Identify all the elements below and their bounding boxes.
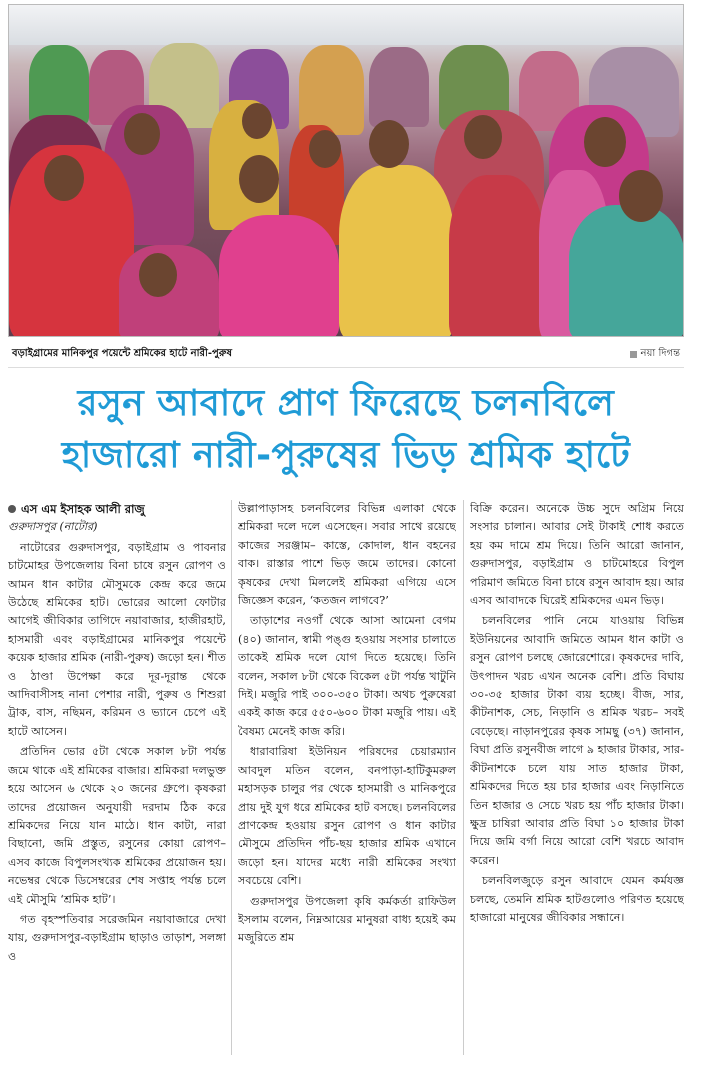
article-column-2 (238, 500, 456, 1060)
paragraph: গত বৃহস্পতিবার সরেজমিন নয়াবাজারে দেখা যায়, গুরুদাসপুর-বড়াইগ্রাম ছাড়াও তাড়াশ, সলঙ্গা ও (8, 912, 226, 963)
face (584, 117, 626, 167)
face (44, 155, 84, 201)
crowd-photo (8, 4, 684, 337)
photo-credit-text: নয়া দিগন্ত (640, 348, 680, 359)
paragraph: প্রতিদিন ভোর ৫টা থেকে সকাল ৮টা পর্যন্ত জমে থাকে এই শ্রমিকের বাজার। শ্রমিকরা দলভুক্ত হয়ে আসেন ৬ থেকে ২০ জনের গ্রুপে। কৃষকরা তাদের প্রয়োজন অনুযায়ী দরদাম ঠিক করে শ্রমিকদের নিয়ে যান মাঠে। ধান কাটা, নারা বিছানো, জমি প্রস্তুত, রসুনের কোয়া রোপণ– এসব কাজে বিপুলসংখ্যক শ্রমিকের প্রয়োজন হয়। নভেম্বর থেকে ডিসেম্বরের শেষ সপ্তাহ পর্যন্ত চলে এই মৌসুমি ‘শ্রমিক হাট’। (8, 745, 226, 906)
paragraph: চলনবিলজুড়ে রসুন আবাদে যেমন কর্মযজ্ঞ চলছে, তেমনি শ্রমিক হাটগুলোও পরিণত হয়েছে হাজারো মানুষের জীবিকার সন্ধানে। (470, 874, 684, 924)
bullet-icon (8, 505, 16, 513)
photo-sky (9, 5, 683, 45)
woman-red-saree-2 (449, 175, 544, 337)
byline (8, 500, 226, 518)
headline-line-1: রসুন আবাদে প্রাণ ফিরেছে চলনবিলে (77, 383, 615, 424)
headline-line-2: হাজারো নারী-পুরুষের ভিড় শ্রমিক হাটে (61, 435, 631, 476)
column-divider (231, 500, 232, 1055)
dateline: গুরুদাসপুর (নাটোর) (8, 520, 98, 534)
crowd-figure (369, 47, 429, 127)
face (619, 170, 663, 222)
face (242, 103, 272, 139)
crowd-figure (299, 45, 364, 135)
woman-yellow-saree (339, 165, 454, 337)
paragraph: বিক্রি করেন। অনেকে উচ্চ সুদে অগ্রিম নিয়ে সংসার চালান। আবার সেই টাকাই শোধ করতে হয় কম দামে শ্রম দিয়ে। তিনি আরো জানান, গুরুদাসপুর, বড়াইগ্রাম ও চাটমোহরে বিপুল পরিমাণ জমিতে বিনা চাষে রসুন আবাদ হয়। আর এসব আবাদকে ঘিরেই শ্রমিকদের এমন ভিড়। (470, 502, 684, 608)
headline (8, 378, 684, 482)
face (309, 130, 341, 168)
paragraph: উল্লাপাড়াসহ চলনবিলের বিভিন্ন এলাকা থেকে শ্রমিকরা দলে দলে এসেছেন। সবার সাথে রয়েছে কাজের সরঞ্জাম– কাস্তে, কোদাল, ধান বহনের বাক। রাস্তার পাশে ভিড় জমে তাদের। কোনো কৃষকের দেখা মিললেই শ্রমিকরা এগিয়ে এসে জিজ্ঞেস করেন, ‘কতজন লাগবে?’ (238, 502, 456, 608)
face (239, 155, 279, 203)
paragraph: গুরুদাসপুর উপজেলা কৃষি কর্মকর্তা রাফিউল ইসলাম বলেন, নিম্নআয়ের মানুষরা বাধ্য হয়েই কম মজুরিতে শ্রম (238, 894, 456, 945)
article-column-1 (8, 500, 226, 1060)
photo-credit (630, 346, 681, 363)
face (139, 253, 177, 297)
paragraph: চলনবিলের পানি নেমে যাওয়ায় বিভিন্ন ইউনিয়নের আবাদি জমিতে আমন ধান কাটা ও রসুন রোপণ চলছে জোরেশোরে। কৃষকদের দাবি, উৎপাদন খরচ এখন অনেক বেশি। প্রতি বিঘায় ৩০-৩৫ হাজার টাকা ব্যয় হচ্ছে। বীজ, সার, কীটনাশক, সেচ, নিড়ানি ও শ্রমিক খরচ– সবই বেড়েছে। নাড়ানপুরের কৃষক সামছু (৩৭) জানান, বিঘা প্রতি রসুনবীজ লাগে ৯ হাজার টাকার, সার-কীটনাশকে চলে যায় সাত হাজার টাকা, শ্রমিকদের দিতে হয় চার হাজার এবং নিড়ানিতে তিন হাজার ও সেচে খরচ হয় পাঁচ হাজার টাকা। ক্ষুদ্র চাষিরা আবার প্রতি বিঘা ১০ হাজার টাকা দিয়ে জমি বর্গা নিয়ে আরো বেশি খরচে আবাদ করেন। (470, 614, 684, 867)
woman-teal-saree (569, 205, 684, 337)
paragraph: ধারাবারিষা ইউনিয়ন পরিষদের চেয়ারম্যান আবদুল মতিন বলেন, বনপাড়া-হাটিকুমরুল মহাসড়ক চালুর পর থেকে হাসমারী ও মানিকপুরে প্রায় দুই যুগ ধরে শ্রমিকের হাট বসছে। চলনবিলের প্রাণকেন্দ্র হওয়ায় রসুন রোপণ ও ধান কাটার মৌসুমে প্রতিদিন পাঁচ-ছয় হাজার শ্রমিক এখানে জড়ো হন। যাদের মধ্যে নারী শ্রমিকের সংখ্যা সবচেয়ে বেশি। (238, 745, 456, 888)
paragraph: নাটোরের গুরুদাসপুর, বড়াইগ্রাম ও পাবনার চাটমোহর উপজেলায় বিনা চাষে রসুন রোপণ ও আমন ধান কাটার মৌসুমকে কেন্দ্র করে জমে উঠেছে শ্রমিকের হাট। ভোরের আলো ফোটার আগেই জীবিকার তাগিদে নয়াবাজার, হাজীরহাট, হাসমারী এবং বড়াইগ্রামের মানিকপুর পয়েন্টে কয়েক হাজার শ্রমিক (নারী-পুরুষ) জড়ো হন। শীত ও ঠাণ্ডা উপেক্ষা করে দূর-দূরান্ত থেকে আদিবাসীসহ নানা পেশার নারী, পুরুষ ও শিশুরা ট্রাক, বাস, নছিমন, করিমন ও ভ্যানে চেপে এই হাটে আসেন। (8, 540, 226, 738)
face (369, 120, 409, 168)
crowd-figure (29, 45, 89, 125)
boy-pink-jacket (219, 215, 339, 337)
photo-caption-bar (8, 342, 684, 368)
paragraph: তাড়াশের নওগাঁ থেকে আসা আমেনা বেগম (৪০) জানান, স্বামী পঙ্গু হওয়ায় সংসার চালাতে তাকেই শ্রমিক দলে যোগ দিতে হয়েছে। তিনি বলেন, সকাল ৮টা থেকে বিকেল ৫টা পর্যন্ত খাটুনি দিই। মজুরি পাই ৩০০-৩৫০ টাকা। অথচ পুরুষেরা একই কাজ করে ৫৫০-৬০০ টাকা মজুরি পায়। এই বৈষম্য মেনেই কাজ করি। (238, 614, 456, 738)
credit-square-icon (630, 351, 637, 358)
author-name: এস এম ইসাহক আলী রাজু (21, 502, 145, 516)
face (124, 113, 160, 155)
article-column-3 (470, 500, 684, 1060)
column-divider (463, 500, 464, 1055)
photo-caption: বড়াইগ্রামের মানিকপুর পয়েন্টে শ্রমিকের হাটে নারী-পুরুষ (12, 348, 232, 359)
face (464, 115, 502, 159)
